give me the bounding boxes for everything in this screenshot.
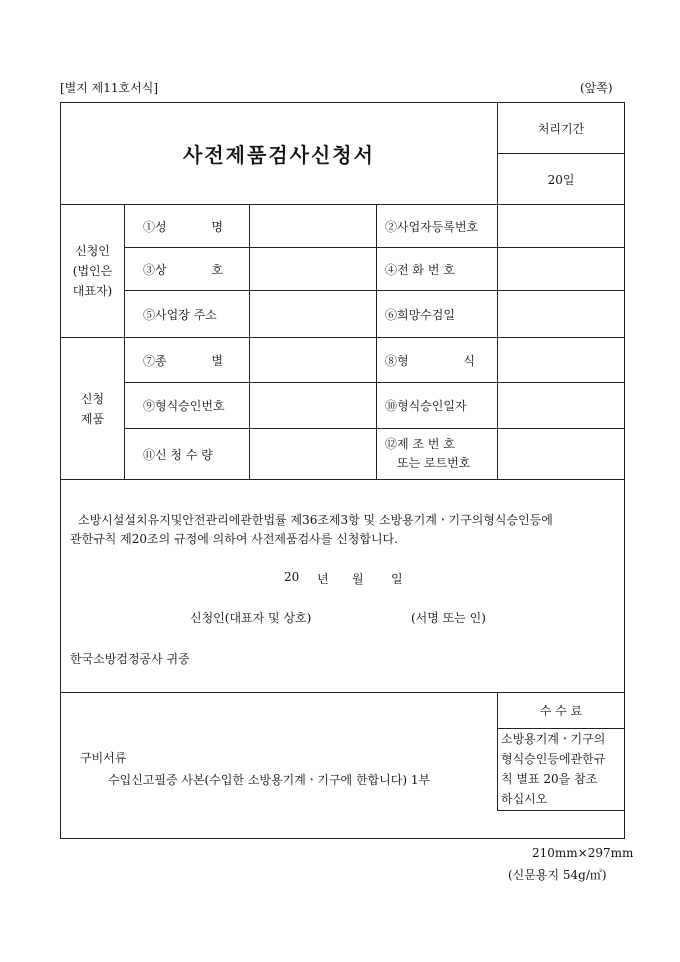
fee-title: 수 수 료	[539, 704, 583, 718]
requested-quantity-label: ⑪신 청 수 량	[143, 447, 213, 462]
requested-quantity-field[interactable]	[250, 429, 376, 479]
type-approval-number-field[interactable]	[250, 383, 376, 428]
serial-lot-number-field[interactable]	[498, 429, 624, 479]
paper-size: 210mm×297mm	[532, 846, 634, 860]
page-side-label: (앞쪽)	[580, 81, 613, 95]
type-approval-number-label: ⑨형식승인번호	[143, 399, 225, 413]
phone-number-label: ④전 화 번 호	[385, 262, 455, 277]
product-type-field[interactable]	[250, 338, 376, 382]
form-number: [별지 제11호서식]	[60, 81, 158, 95]
serial-lot-number-label: ⑫제 조 번 호 또는 로트번호	[385, 437, 471, 470]
applicant-group-label: 신청인 (법인은 대표자)	[72, 244, 113, 298]
name-field[interactable]	[250, 205, 376, 247]
desired-inspection-date-label: ⑥희망수검일	[385, 307, 455, 322]
product-group-label: 신청 제품	[80, 391, 105, 426]
trade-name-label: ③상 호	[143, 262, 223, 277]
paper-spec: (신문용지 54g/㎡)	[508, 868, 607, 882]
business-reg-number-field[interactable]	[498, 205, 624, 247]
fee-description: 소방용기계ㆍ기구의 형식승인등에관한규 칙 별표 20을 참조 하십시오	[501, 732, 606, 806]
type-approval-date-label: ⑩형식승인일자	[385, 399, 467, 413]
model-field[interactable]	[498, 338, 624, 382]
attachments-item: 수입신고필증 사본(수입한 소방용기계ㆍ기구에 한합니다) 1부	[108, 773, 431, 787]
statement-line-2: 관한규칙 제20조의 규정에 의하여 사전제품검사를 신청합니다.	[70, 532, 398, 546]
business-reg-number-label: ②사업자등록번호	[385, 219, 479, 234]
attachments-title: 구비서류	[80, 751, 127, 765]
statement-line-1: 소방시설설치유지및안전관리에관한법률 제36조제3항 및 소방용기계ㆍ기구의형식승인등에	[78, 513, 553, 527]
date-year: 20	[284, 570, 300, 584]
recipient: 한국소방검정공사 귀중	[70, 652, 190, 666]
model-label: ⑧형 식	[385, 353, 475, 368]
processing-period-value: 20일	[547, 172, 575, 187]
business-address-field[interactable]	[250, 291, 376, 337]
desired-inspection-date-field[interactable]	[498, 291, 624, 337]
date-month-unit: 월	[352, 572, 364, 586]
type-approval-date-field[interactable]	[498, 383, 624, 428]
product-type-label: ⑦종 별	[143, 353, 223, 368]
form-title	[61, 103, 497, 204]
name-label: ①성 명	[143, 219, 223, 234]
processing-period-label: 처리기간	[537, 121, 585, 136]
date-year-unit: 년	[317, 572, 329, 586]
form-title-text: 사전제품검사신청서	[183, 143, 375, 167]
applicant-signature-line: 신청인(대표자 및 상호)	[190, 611, 312, 625]
signature-or-seal: (서명 또는 인)	[411, 611, 486, 625]
date-day-unit: 일	[391, 572, 403, 586]
trade-name-field[interactable]	[250, 248, 376, 290]
phone-number-field[interactable]	[498, 248, 624, 290]
business-address-label: ⑤사업장 주소	[143, 307, 217, 322]
